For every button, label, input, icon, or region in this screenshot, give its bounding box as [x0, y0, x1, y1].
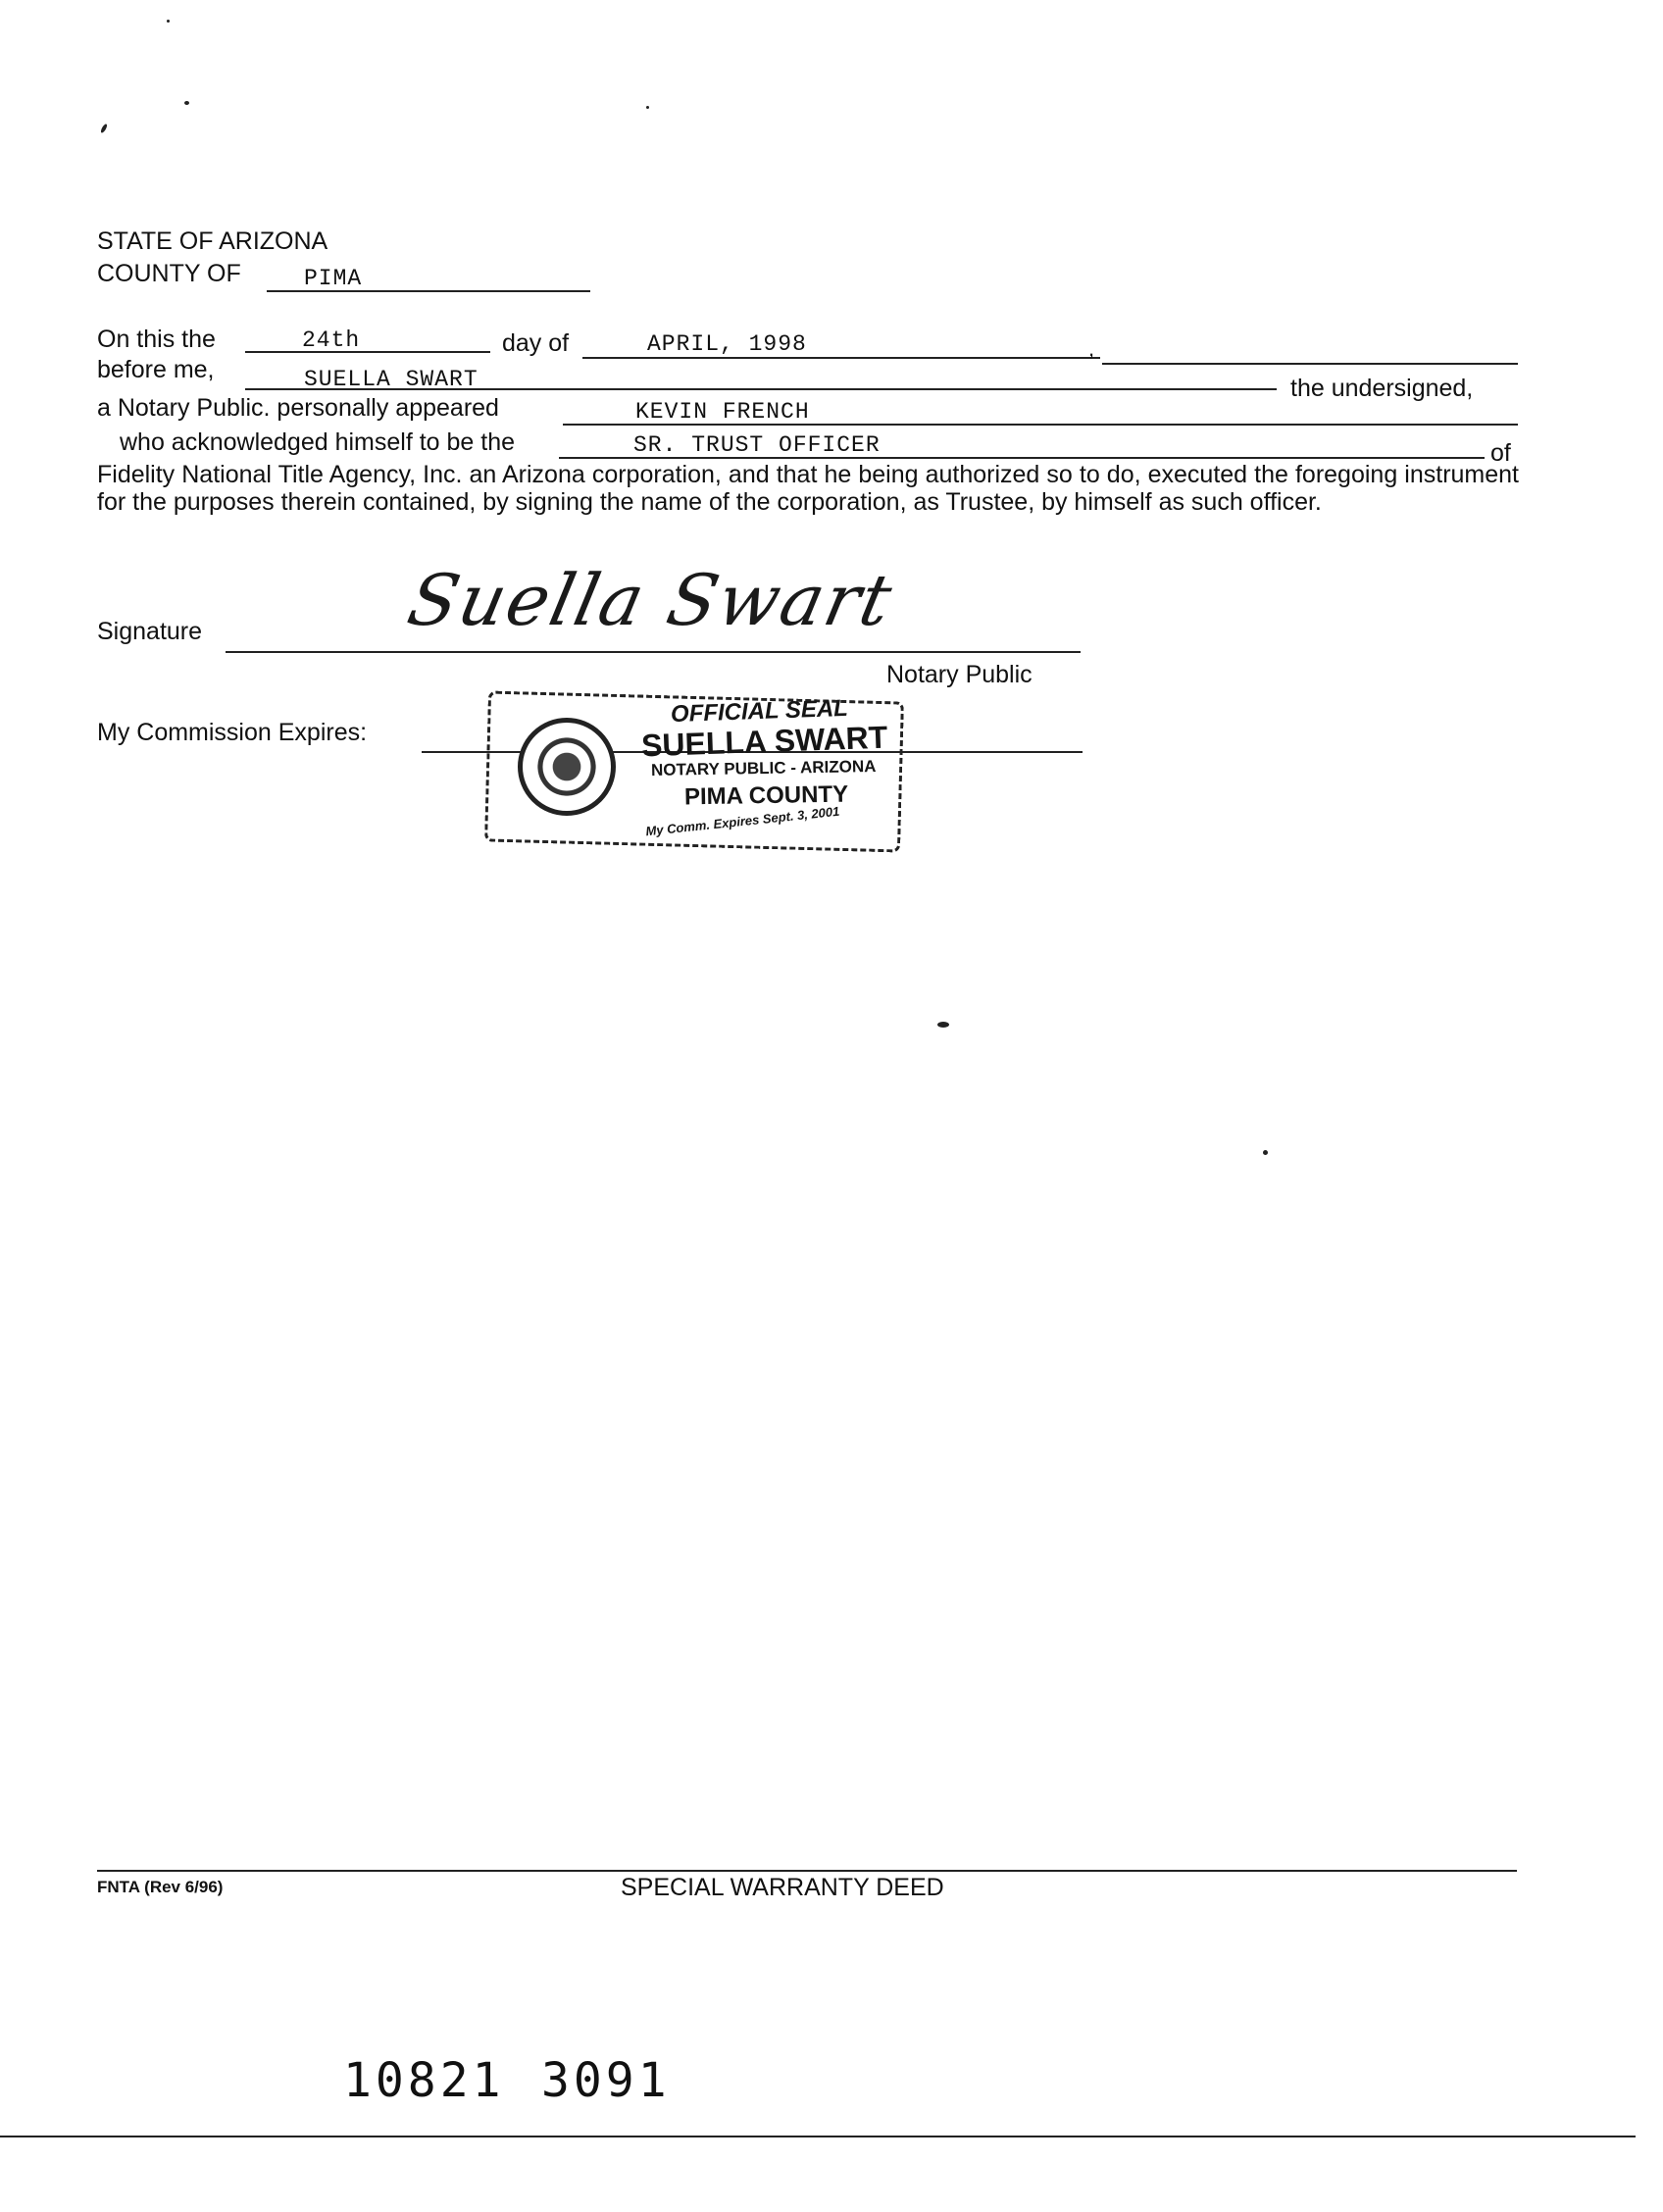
day-value: 24th	[302, 327, 361, 353]
document-title: SPECIAL WARRANTY DEED	[621, 1874, 944, 1901]
state-heading: STATE OF ARIZONA	[97, 227, 328, 255]
day-of-label: day of	[502, 329, 570, 357]
page-number: 3091	[541, 2053, 671, 2108]
commission-expires-label: My Commission Expires:	[97, 719, 368, 746]
seal-line-expires: My Comm. Expires Sept. 3, 2001	[644, 803, 840, 839]
day-underline	[245, 351, 490, 353]
bottom-edge-rule	[0, 2136, 1636, 2137]
trailing-underline	[1102, 363, 1518, 365]
scan-speck	[184, 101, 189, 105]
of-label: of	[1490, 439, 1511, 467]
seal-line-name: SUELLA SWART	[640, 719, 888, 764]
county-label: COUNTY OF	[97, 260, 241, 287]
scan-speck	[646, 106, 649, 109]
notary-appeared-label: a Notary Public. personally appeared	[97, 394, 499, 422]
notary-name-value: SUELLA SWART	[304, 367, 479, 392]
before-me-label: before me,	[97, 356, 215, 383]
seal-line-official: OFFICIAL SEAL	[670, 694, 849, 729]
acknowledged-label: who acknowledged himself to be the	[120, 428, 516, 456]
the-undersigned-label: the undersigned,	[1290, 375, 1474, 402]
handwritten-signature: Suella Swart	[401, 559, 901, 641]
ack-body-paragraph: Fidelity National Title Agency, Inc. an Arizona corporation, and that he being authorized so to do, executed the foregoing instrument for the purposes therein contained, by signing the name of the corporation, as Trustee, by himself as such officer.	[97, 461, 1519, 516]
footer-rule	[97, 1870, 1517, 1872]
docket-number: 10821	[343, 2053, 505, 2108]
scan-speck	[167, 20, 170, 23]
county-value: PIMA	[304, 266, 363, 291]
signature-underline	[226, 651, 1081, 653]
month-year-underline	[582, 357, 1100, 359]
arizona-state-seal-icon	[518, 718, 616, 816]
scan-speck	[937, 1022, 949, 1028]
appeared-value: KEVIN FRENCH	[635, 399, 810, 425]
notary-public-caption: Notary Public	[886, 661, 1033, 688]
title-value: SR. TRUST OFFICER	[633, 432, 881, 458]
form-code: FNTA (Rev 6/96)	[97, 1878, 224, 1896]
comma-mark: ,	[1088, 336, 1095, 361]
scan-speck	[100, 124, 108, 134]
seal-line-county: PIMA COUNTY	[683, 780, 849, 811]
signature-label: Signature	[97, 618, 203, 645]
on-this-the-label: On this the	[97, 326, 216, 353]
seal-line-notary: NOTARY PUBLIC - ARIZONA	[650, 756, 877, 780]
month-year-value: APRIL, 1998	[647, 331, 807, 357]
scan-speck	[1263, 1150, 1268, 1155]
